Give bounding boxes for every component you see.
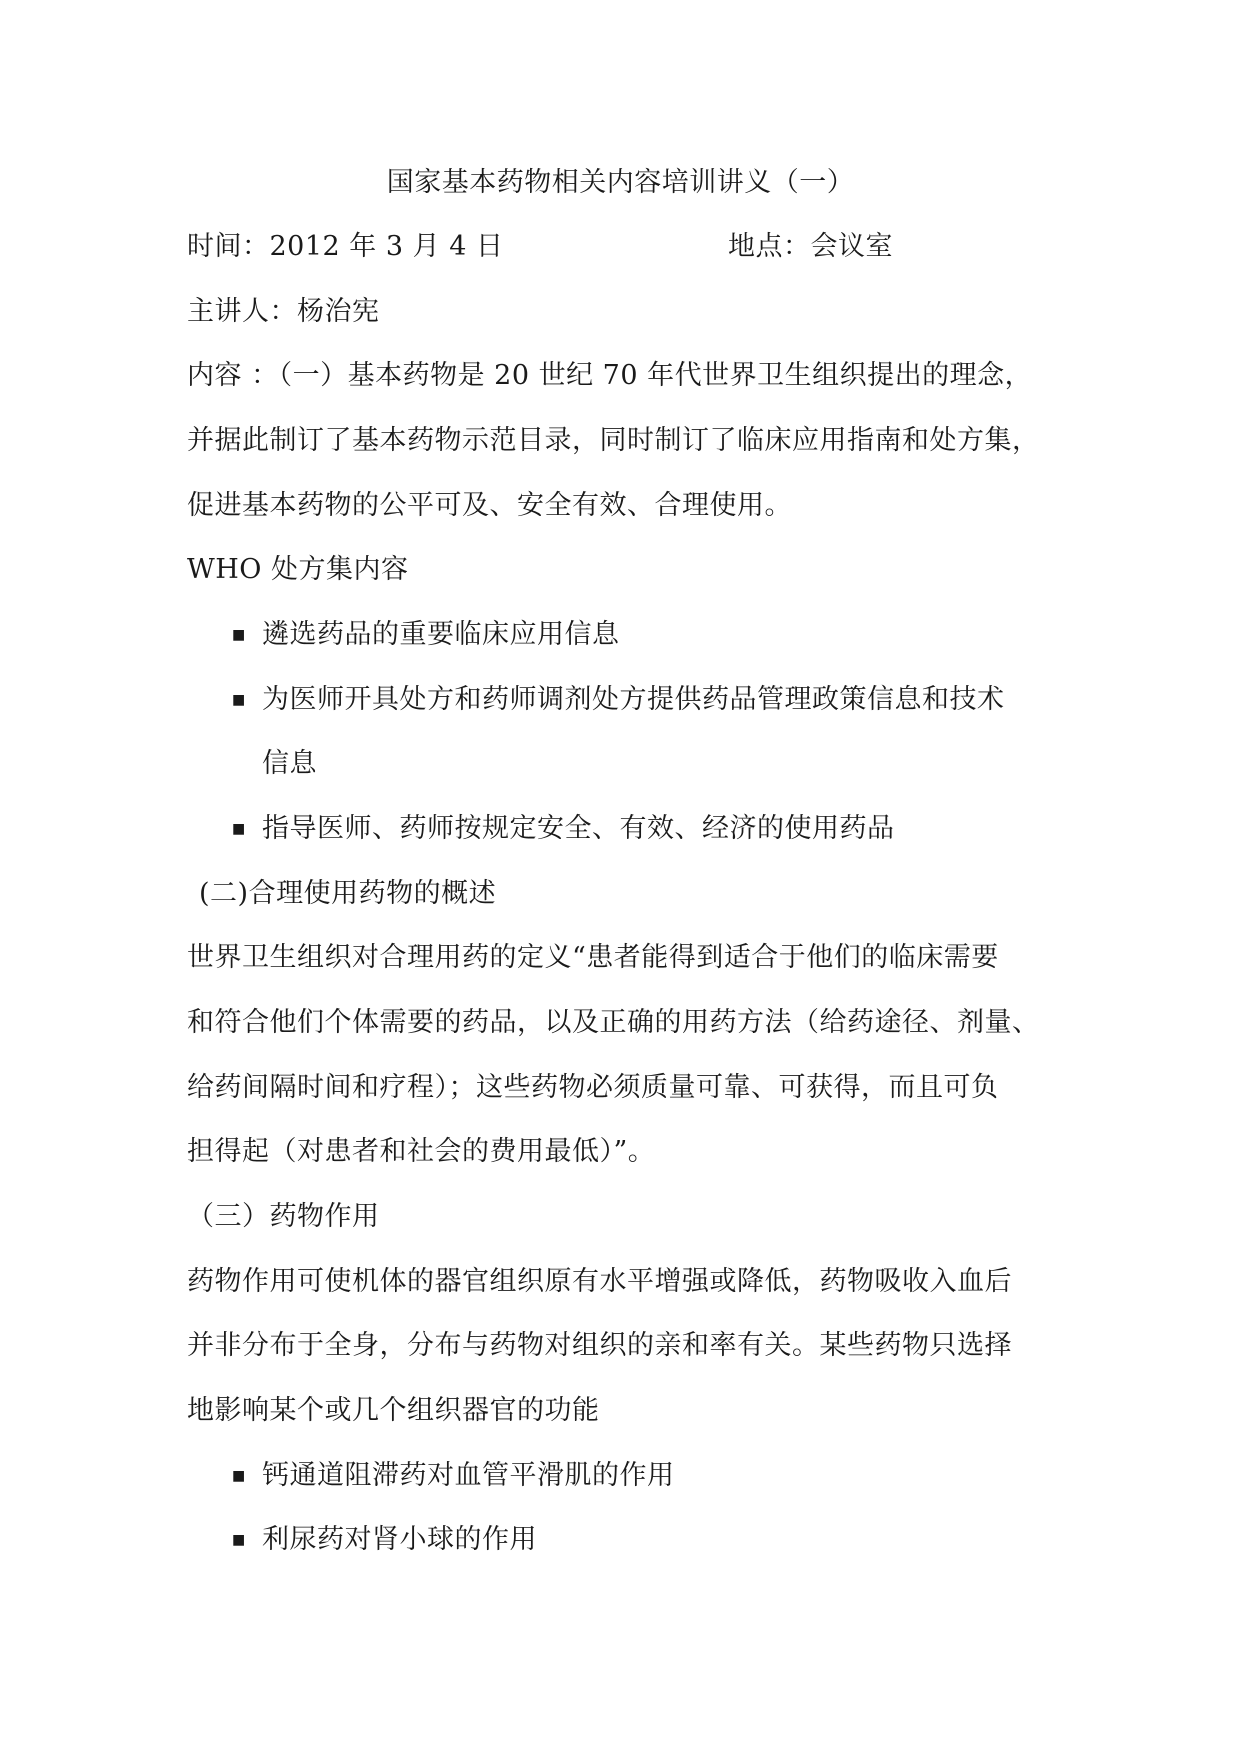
who-formulary-heading: WHO 处方集内容 bbox=[187, 554, 409, 585]
bullet-marker: ■ bbox=[232, 692, 246, 708]
bullet-marker: ■ bbox=[232, 1468, 246, 1484]
document-title: 国家基本药物相关内容培训讲义（一） bbox=[386, 167, 855, 198]
section2-line: 世界卫生组织对合理用药的定义“患者能得到适合于他们的临床需要 bbox=[187, 942, 999, 973]
list-item-continuation: 信息 bbox=[262, 748, 317, 779]
bullet-marker: ■ bbox=[232, 627, 246, 643]
bullet-marker: ■ bbox=[232, 1532, 246, 1548]
section2-line: 给药间隔时间和疗程）；这些药物必须质量可靠、可获得，而且可负 bbox=[187, 1072, 999, 1103]
section3-line: 并非分布于全身，分布与药物对组织的亲和率有关。某些药物只选择 bbox=[187, 1330, 1012, 1361]
section2-line: 担得起（对患者和社会的费用最低）”。 bbox=[187, 1136, 656, 1167]
section1-line: 内容 ：（一）基本药物是 20 世纪 70 年代世界卫生组织提出的理念， bbox=[187, 360, 1033, 391]
speaker: 主讲人：杨治宪 bbox=[187, 296, 380, 327]
section1-line: 促进基本药物的公平可及、安全有效、合理使用。 bbox=[187, 490, 792, 521]
meeting-time: 时间：2012 年 3 月 4 日 bbox=[187, 231, 504, 262]
section2-heading: (二)合理使用药物的概述 bbox=[199, 878, 497, 909]
list-item: 钙通道阻滞药对血管平滑肌的作用 bbox=[262, 1460, 675, 1491]
list-item: 指导医师、药师按规定安全、有效、经济的使用药品 bbox=[262, 813, 895, 844]
section1-line: 并据此制订了基本药物示范目录，同时制订了临床应用指南和处方集， bbox=[187, 425, 1040, 456]
list-item: 为医师开具处方和药师调剂处方提供药品管理政策信息和技术 bbox=[262, 684, 1005, 715]
bullet-marker: ■ bbox=[232, 821, 246, 837]
section3-heading: （三）药物作用 bbox=[187, 1201, 380, 1232]
section2-line: 和符合他们个体需要的药品，以及正确的用药方法（给药途径、剂量、 bbox=[187, 1007, 1040, 1038]
section3-line: 药物作用可使机体的器官组织原有水平增强或降低，药物吸收入血后 bbox=[187, 1266, 1012, 1297]
section3-line: 地影响某个或几个组织器官的功能 bbox=[187, 1395, 600, 1426]
list-item: 遴选药品的重要临床应用信息 bbox=[262, 619, 620, 650]
meeting-place: 地点：会议室 bbox=[728, 231, 893, 262]
list-item: 利尿药对肾小球的作用 bbox=[262, 1524, 537, 1555]
